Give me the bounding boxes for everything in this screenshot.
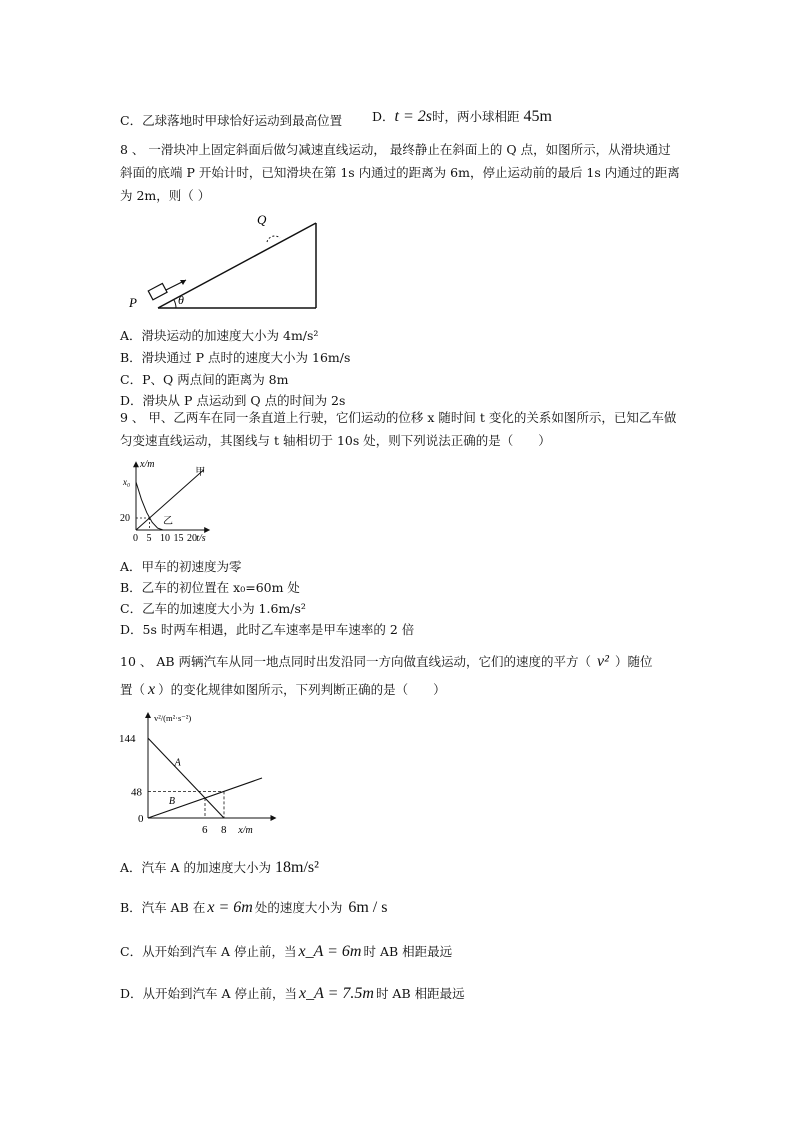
x-axis-arrow	[271, 815, 277, 821]
y-axis-label: v²/(m²·s⁻²)	[154, 712, 192, 723]
q7-option-c: C．乙球落地时甲球恰好运动到最高位置	[120, 113, 343, 128]
x-tick-label: 0	[133, 533, 138, 544]
xt-chart	[118, 455, 248, 550]
q9-stem: 9 、 甲、乙两车在同一条直道上行驶，它们运动的位移 x 随时间 t 变化的关系如图所示，已知乙车做匀变速直线运动，其图线与 t 轴相切于 10s 处，则下列说法正确的是（ ）	[120, 410, 677, 448]
x-axis-label: x/m	[238, 825, 253, 836]
y-axis-arrow	[133, 461, 139, 467]
q10-option-a: A．汽车 A 的加速度大小为 18m/s²	[120, 859, 319, 876]
series-label: B	[168, 796, 176, 808]
y-tick-label: 20	[120, 513, 130, 524]
q9-option-a: A．甲车的初速度为零	[120, 559, 242, 574]
y-axis-arrow	[145, 712, 151, 718]
q7-option-d: D．t = 2s时，两小球相距 45m	[372, 108, 552, 125]
y-axis-label: x/m	[140, 459, 155, 471]
q9-option-c: C．乙车的加速度大小为 1.6m/s²	[120, 601, 306, 616]
series-line	[148, 778, 262, 818]
v2x-chart	[118, 708, 278, 838]
q8-option-b: B．滑块通过 P 点时的速度大小为 16m/s	[120, 350, 351, 365]
label-p: P	[129, 295, 137, 310]
series-label: 甲	[195, 466, 206, 478]
label-theta: θ	[178, 293, 184, 307]
incline-figure	[120, 210, 330, 315]
x-axis-label: t/s	[196, 533, 206, 544]
label-q: Q	[257, 212, 267, 227]
x-tick-label: 15	[173, 533, 184, 544]
q9-option-d: D．5s 时两车相遇，此时乙车速率是甲车速率的 2 倍	[120, 622, 415, 637]
q8-option-c: C．P、Q 两点间的距离为 8m	[120, 372, 289, 387]
q10-option-c: C．从开始到汽车 A 停止前，当 x_A = 6m 时 AB 相距最远	[120, 943, 453, 960]
slider-block	[148, 283, 167, 299]
q10-stem-line1: 10 、 AB 两辆汽车从同一地点同时出发沿同一方向做直线运动，它们的速度的平方（ v² ）随位	[120, 653, 653, 670]
series-label: 乙	[163, 516, 173, 527]
q8-stem: 8 、 一滑块冲上固定斜面后做匀减速直线运动， 最终静止在斜面上的 Q 点，如图所示，从滑块通过斜面的底端 P 开始计时，已知滑块在第 1s 内通过的距离为 6m，停止运动前的最后 1s 内通过的距离为 2m，则（ ）	[120, 142, 680, 203]
resting-arc	[267, 236, 280, 242]
x-tick-label: 10	[160, 533, 170, 544]
q8-option-a: A．滑块运动的加速度大小为 4m/s²	[120, 328, 319, 343]
x-tick-label: 8	[221, 824, 227, 836]
origin-label: 0	[138, 813, 144, 825]
q10-stem-line2: 置（ x ）的变化规律如图所示，下列判断正确的是（ ）	[120, 681, 446, 698]
series-line	[148, 738, 224, 818]
x-tick-label: 6	[202, 824, 208, 836]
y-tick-label: 144	[119, 733, 136, 746]
q9-option-b: B．乙车的初位置在 x₀=60m 处	[120, 580, 300, 595]
x-tick-label: 20	[187, 533, 197, 544]
series-label: A	[174, 757, 181, 769]
angle-arc	[174, 300, 176, 308]
y-tick-label: 48	[131, 786, 142, 799]
y-tick-label: x₀	[123, 477, 131, 487]
q8-option-d: D．滑块从 P 点运动到 Q 点的时间为 2s	[120, 393, 346, 408]
q10-option-b: B．汽车 AB 在 x = 6m 处的速度大小为 6m / s	[120, 899, 388, 916]
q10-option-d: D．从开始到汽车 A 停止前，当 x_A = 7.5m 时 AB 相距最远	[120, 985, 465, 1002]
x-tick-label: 5	[146, 533, 152, 544]
